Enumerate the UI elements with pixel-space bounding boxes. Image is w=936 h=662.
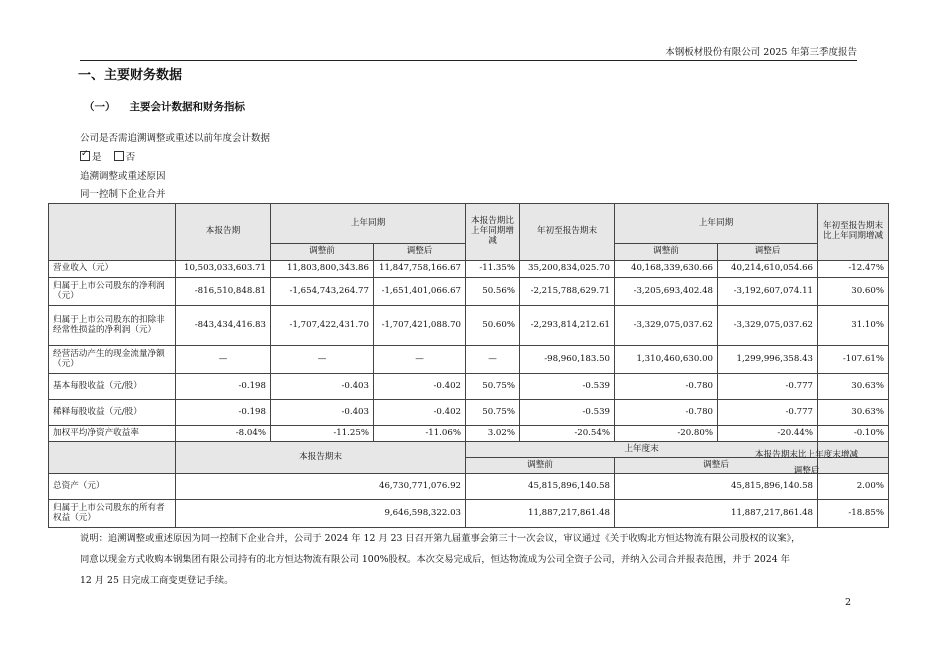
cell-value: — [466,346,520,374]
cell-value: -0.780 [615,400,718,426]
cell-value: 11,803,800,343.86 [271,261,374,278]
cell-value: 3.02% [466,426,520,442]
cell-value: -20.80% [615,426,718,442]
cell-value: — [176,346,271,374]
cell-value: -0.198 [176,400,271,426]
cell-value: 50.60% [466,306,520,346]
subsection-label: 主要会计数据和财务指标 [129,101,245,113]
cell-value: -3,205,693,402.48 [615,278,718,306]
cell-value: -12.47% [818,261,889,278]
cell-value: -0.777 [718,400,818,426]
row-label: 归属于上市公司股东的所有者权益（元） [49,500,176,528]
cell-value: -11.25% [271,426,374,442]
cell-value: -0.403 [271,374,374,400]
section-title: 一、主要财务数据 [78,68,183,83]
cell-value: 11,887,217,861.48 [615,500,818,528]
restatement-reason-label: 追溯调整或重述原因 [80,171,166,182]
cell-value: -107.61% [818,346,889,374]
unchecked-box-icon [114,151,124,161]
header-after-adjustment: 调整后 [374,244,466,261]
cell-value: 45,815,896,140.58 [466,474,615,500]
header-change-ytd: 年初至报告期末比上年同期增减 [818,204,889,261]
cell-value: -20.54% [520,426,615,442]
cell-value: 2.00% [818,474,889,500]
cell-value: 30.63% [818,400,889,426]
cell-value: -0.780 [615,374,718,400]
row-label: 总资产（元） [49,474,176,500]
header-current-period: 本报告期 [176,204,271,261]
cell-value: 40,168,339,630.66 [615,261,718,278]
note-line-1: 说明：追溯调整或重述原因为同一控制下企业合并，公司于 2024 年 12 月 23 日召开第九届董事会第三十一次会议，审议通过《关于收购北方恒达物流有限公司股权的议案》， [80,533,801,544]
cell-value: -11.06% [374,426,466,442]
cell-value: -1,707,421,088.70 [374,306,466,346]
row-label: 归属于上市公司股东的扣除非经常性损益的净利润（元） [49,306,176,346]
cell-value: -1,654,743,264.77 [271,278,374,306]
cell-value: 11,887,217,861.48 [466,500,615,528]
header-after-adjustment-2-label: 调整后 [793,466,820,476]
header-before-adjustment: 调整前 [466,458,615,474]
cell-value: -816,510,848.81 [176,278,271,306]
cell-value: -1,651,401,066.67 [374,278,466,306]
header-ytd: 年初至报告期末 [520,204,615,261]
cell-value: 50.75% [466,400,520,426]
header-period-end: 本报告期末 [176,442,466,474]
table-row [49,500,889,528]
cell-value: 31.10% [818,306,889,346]
cell-value: — [374,346,466,374]
cell-value: -3,329,075,037.62 [718,306,818,346]
cell-value: -843,434,416.83 [176,306,271,346]
cell-value: 50.75% [466,374,520,400]
cell-value: 46,730,771,076.92 [176,474,466,500]
restatement-options [80,149,135,163]
cell-value: -0.402 [374,400,466,426]
cell-value: -3,192,607,074.11 [718,278,818,306]
table-row [49,278,889,306]
cell-value: 1,310,460,630.00 [615,346,718,374]
cell-value: -0.777 [718,374,818,400]
cell-value: 30.63% [818,374,889,400]
cell-value: -0.198 [176,374,271,400]
note-line-2: 同意以现金方式收购本钢集团有限公司持有的北方恒达物流有限公司 100%股权。本次交易完成后，恒达物流成为公司全资子公司，并纳入公司合并报表范围，并于 2024 年 [80,554,790,565]
table-row [49,306,889,346]
header-last-year-end: 上年度末 [466,442,818,458]
table-row [49,400,889,426]
cell-value: 10,503,033,603.71 [176,261,271,278]
subsection-title [84,99,245,114]
table-row [49,346,889,374]
cell-value: -8.04% [176,426,271,442]
table-row [49,261,889,278]
cell-value: -2,215,788,629.71 [520,278,615,306]
row-label: 营业收入（元） [49,261,176,278]
cell-value: -1,707,422,431.70 [271,306,374,346]
cell-value: -0.10% [818,426,889,442]
header-before-adjustment-ytd: 调整前 [615,244,718,261]
table-row [49,474,889,500]
row-label: 加权平均净资产收益率 [49,426,176,442]
financial-data-table [48,203,889,528]
cell-value: -0.539 [520,400,615,426]
option-yes-label: 是 [92,152,102,163]
page-number: 2 [845,597,852,608]
cell-value: -0.539 [520,374,615,400]
cell-value: -98,960,183.50 [520,346,615,374]
cell-value: 50.56% [466,278,520,306]
cell-value: -2,293,814,212.61 [520,306,615,346]
table-row [49,426,889,442]
cell-value: 11,847,758,166.67 [374,261,466,278]
header-change-current: 本报告期比上年同期增减 [466,204,520,261]
cell-value: -20.44% [718,426,818,442]
header-prior-same-period-ytd: 上年同期 [615,204,818,244]
header-blank-cell [49,204,176,261]
subsection-number: （一） [84,101,116,113]
cell-value: -0.403 [271,400,374,426]
row-label: 经营活动产生的现金流量净额（元） [49,346,176,374]
row-label: 归属于上市公司股东的净利润（元） [49,278,176,306]
row-label: 基本每股收益（元/股） [49,374,176,400]
header-report-title: 本钢板材股份有限公司 2025 年第三季度报告 [665,47,857,58]
cell-value: 45,815,896,140.58 [615,474,818,500]
header-prior-same-period: 上年同期 [271,204,466,244]
restatement-reason-value: 同一控制下企业合并 [80,189,166,200]
header-before-adjustment: 调整前 [271,244,374,261]
cell-value: -3,329,075,037.62 [615,306,718,346]
header-after-adjustment-ytd: 调整后 [718,244,818,261]
header-blank-cell [49,442,176,474]
table1-header-row-1 [49,204,889,244]
header-change-vs-year-end-label: 本报告期末比上年度末增减 [754,450,859,460]
option-no-label: 否 [125,152,136,163]
cell-value: 30.60% [818,278,889,306]
cell-value: 9,646,598,322.03 [176,500,466,528]
header-after-adjustment: 调整后 [615,458,818,474]
header-divider [80,60,857,61]
checked-box-icon [80,151,90,161]
cell-value: -11.35% [466,261,520,278]
restatement-question: 公司是否需追溯调整或重述以前年度会计数据 [80,133,271,144]
cell-value: — [271,346,374,374]
cell-value: 40,214,610,054.66 [718,261,818,278]
row-label: 稀释每股收益（元/股） [49,400,176,426]
cell-value: 35,200,834,025.70 [520,261,615,278]
cell-value: -18.85% [818,500,889,528]
note-line-3: 12 月 25 日完成工商变更登记手续。 [80,575,234,586]
table-row [49,374,889,400]
cell-value: -0.402 [374,374,466,400]
cell-value: 1,299,996,358.43 [718,346,818,374]
